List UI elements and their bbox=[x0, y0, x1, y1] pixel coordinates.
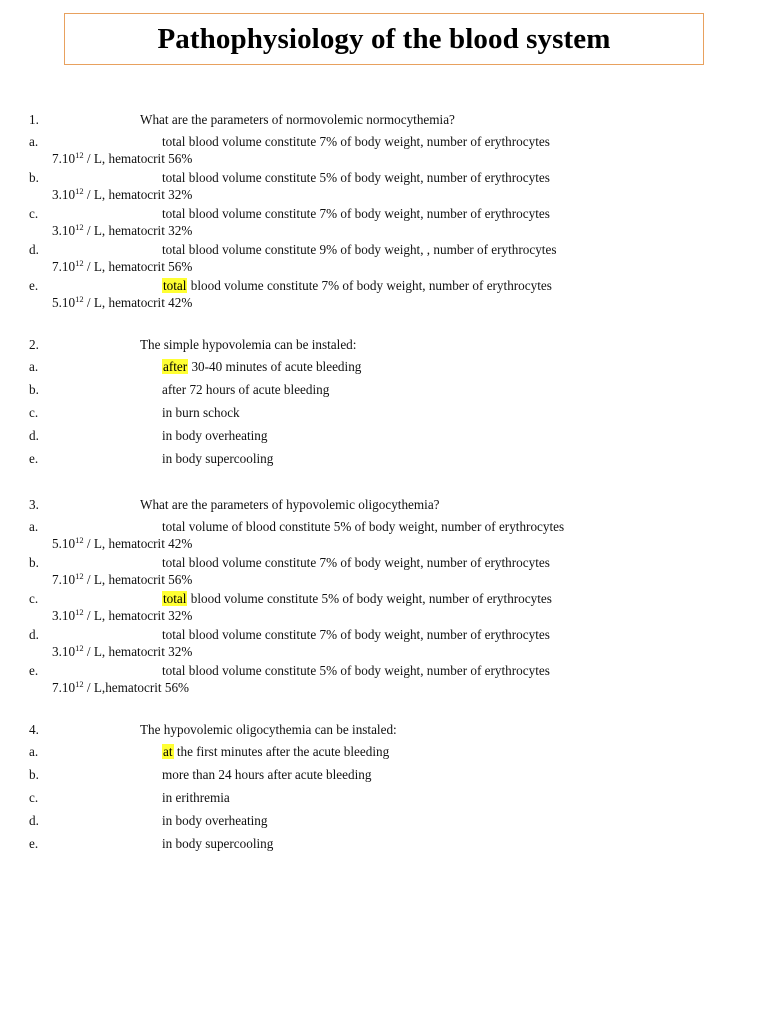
option-text: total blood volume constitute 5% of body weight, number of erythrocytes bbox=[162, 170, 550, 185]
exponent: 12 bbox=[75, 257, 84, 268]
exponent: 12 bbox=[75, 221, 84, 232]
option-text: total blood volume constitute 7% of body weight, number of erythrocytes bbox=[162, 206, 550, 221]
option-text: / L,hematocrit 56% bbox=[83, 679, 190, 695]
option-letter: e. bbox=[29, 836, 39, 851]
option-text: / L, hematocrit 42% bbox=[83, 535, 193, 551]
option-text: / L, hematocrit 32% bbox=[83, 186, 193, 202]
question-number: 4. bbox=[29, 722, 39, 737]
option-value: 5.10 bbox=[52, 294, 76, 310]
option-c bbox=[0, 206, 768, 239]
option-letter: a. bbox=[29, 134, 39, 149]
question-text: The hypovolemic oligocythemia can be instaled: bbox=[140, 722, 397, 737]
highlighted-word: at bbox=[163, 744, 173, 759]
option-d bbox=[0, 813, 768, 833]
question-4 bbox=[0, 722, 768, 856]
option-a bbox=[0, 519, 768, 552]
option-value: 3.10 bbox=[52, 222, 76, 238]
option-b bbox=[0, 555, 768, 588]
option-letter: b. bbox=[29, 170, 39, 185]
question-text: What are the parameters of hypovolemic oligocythemia? bbox=[140, 497, 440, 512]
option-c bbox=[0, 405, 768, 425]
option-d bbox=[0, 428, 768, 448]
option-text: the first minutes after the acute bleeding bbox=[173, 744, 390, 759]
option-e bbox=[0, 663, 768, 696]
question-list bbox=[0, 112, 768, 876]
option-b bbox=[0, 382, 768, 402]
question-number: 3. bbox=[29, 497, 39, 512]
exponent: 12 bbox=[75, 534, 84, 545]
exponent: 12 bbox=[75, 185, 84, 196]
option-letter: a. bbox=[29, 519, 39, 534]
option-text: in body overheating bbox=[162, 428, 268, 443]
exponent: 12 bbox=[75, 293, 84, 304]
exponent: 12 bbox=[75, 149, 84, 160]
option-text: total volume of blood constitute 5% of body weight, number of erythrocytes bbox=[162, 519, 565, 534]
option-text: total blood volume constitute 5% of body weight, number of erythrocytes bbox=[162, 663, 550, 678]
option-text: total blood volume constitute 9% of body weight, , number of erythrocytes bbox=[162, 242, 557, 257]
option-letter: e. bbox=[29, 451, 39, 466]
option-text: in body overheating bbox=[162, 813, 268, 828]
option-text: / L, hematocrit 32% bbox=[83, 222, 193, 238]
document-title: Pathophysiology of the blood system bbox=[157, 22, 611, 55]
option-letter: c. bbox=[29, 206, 39, 221]
option-a bbox=[0, 359, 768, 379]
option-text: / L, hematocrit 32% bbox=[83, 607, 193, 623]
exponent: 12 bbox=[75, 606, 84, 617]
option-value: 7.10 bbox=[52, 258, 76, 274]
option-value: 3.10 bbox=[52, 186, 76, 202]
option-text: / L, hematocrit 32% bbox=[83, 643, 193, 659]
option-letter: a. bbox=[29, 359, 39, 374]
question-text: The simple hypovolemia can be instaled: bbox=[140, 337, 357, 352]
option-letter: d. bbox=[29, 428, 39, 443]
option-text: / L, hematocrit 42% bbox=[83, 294, 193, 310]
option-d bbox=[0, 242, 768, 275]
option-text: / L, hematocrit 56% bbox=[83, 258, 193, 274]
option-letter: b. bbox=[29, 555, 39, 570]
option-letter: c. bbox=[29, 790, 39, 805]
option-letter: d. bbox=[29, 813, 39, 828]
question-line bbox=[0, 112, 768, 131]
option-letter: c. bbox=[29, 405, 39, 420]
option-c bbox=[0, 790, 768, 810]
question-1 bbox=[0, 112, 768, 311]
option-text: 30-40 minutes of acute bleeding bbox=[188, 359, 362, 374]
option-value: 7.10 bbox=[52, 571, 76, 587]
option-b bbox=[0, 170, 768, 203]
option-b bbox=[0, 767, 768, 787]
option-text: / L, hematocrit 56% bbox=[83, 150, 193, 166]
option-e bbox=[0, 278, 768, 311]
option-letter: b. bbox=[29, 767, 39, 782]
option-value: 7.10 bbox=[52, 150, 76, 166]
option-text: / L, hematocrit 56% bbox=[83, 571, 193, 587]
highlighted-word: total bbox=[163, 278, 187, 293]
option-text: total blood volume constitute 7% of body weight, number of erythrocytes bbox=[162, 555, 550, 570]
option-value: 3.10 bbox=[52, 607, 76, 623]
question-line bbox=[0, 722, 768, 741]
option-c bbox=[0, 591, 768, 624]
option-text: after 72 hours of acute bleeding bbox=[162, 382, 330, 397]
option-a bbox=[0, 134, 768, 167]
question-number: 2. bbox=[29, 337, 39, 352]
option-text: in erithremia bbox=[162, 790, 230, 805]
question-3 bbox=[0, 497, 768, 696]
option-letter: d. bbox=[29, 242, 39, 257]
option-value: 3.10 bbox=[52, 643, 76, 659]
option-e bbox=[0, 836, 768, 856]
question-text: What are the parameters of normovolemic normocythemia? bbox=[140, 112, 455, 127]
option-d bbox=[0, 627, 768, 660]
option-letter: e. bbox=[29, 663, 39, 678]
question-2 bbox=[0, 337, 768, 471]
question-line bbox=[0, 337, 768, 356]
option-value: 5.10 bbox=[52, 535, 76, 551]
option-letter: b. bbox=[29, 382, 39, 397]
highlighted-word: total bbox=[163, 591, 187, 606]
option-text: more than 24 hours after acute bleeding bbox=[162, 767, 372, 782]
question-line bbox=[0, 497, 768, 516]
highlighted-word: after bbox=[163, 359, 188, 374]
exponent: 12 bbox=[75, 642, 84, 653]
option-text: blood volume constitute 7% of body weight, number of erythrocytes bbox=[187, 278, 552, 293]
option-letter: c. bbox=[29, 591, 39, 606]
option-e bbox=[0, 451, 768, 471]
option-text: blood volume constitute 5% of body weight, number of erythrocytes bbox=[187, 591, 552, 606]
option-text: total blood volume constitute 7% of body weight, number of erythrocytes bbox=[162, 627, 550, 642]
exponent: 12 bbox=[75, 570, 84, 581]
option-text: in body supercooling bbox=[162, 451, 274, 466]
option-letter: a. bbox=[29, 744, 39, 759]
option-letter: d. bbox=[29, 627, 39, 642]
exponent: 12 bbox=[75, 678, 84, 689]
option-text: in burn schock bbox=[162, 405, 240, 420]
option-a bbox=[0, 744, 768, 764]
option-text: total blood volume constitute 7% of body weight, number of erythrocytes bbox=[162, 134, 550, 149]
option-letter: e. bbox=[29, 278, 39, 293]
title-box bbox=[64, 13, 704, 65]
option-value: 7.10 bbox=[52, 679, 76, 695]
option-text: in body supercooling bbox=[162, 836, 274, 851]
question-number: 1. bbox=[29, 112, 39, 127]
